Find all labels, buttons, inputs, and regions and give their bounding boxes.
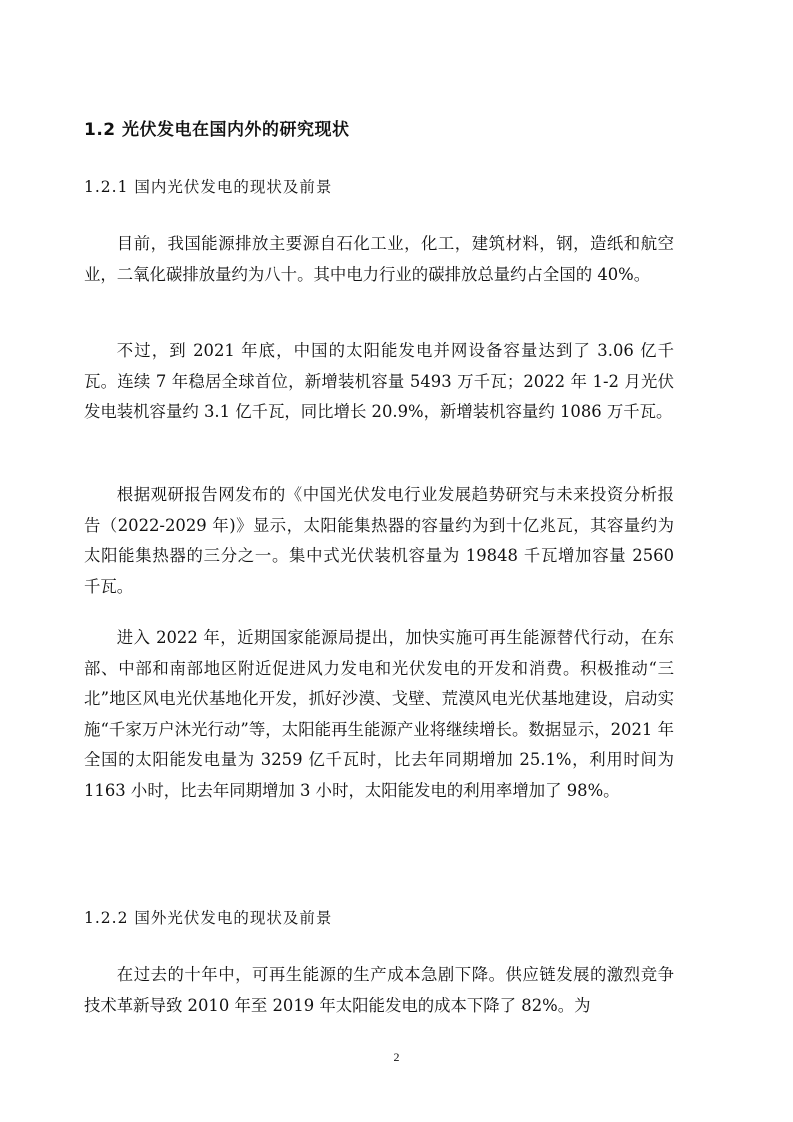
paragraph-2022-outlook: 进入 2022 年，近期国家能源局提出，加快实施可再生能源替代行动，在东部、中部和南部地区附近促进风力发电和光伏发电的开发和消费。积极推动“三北”地区风电光伏基地化开发，抓好沙漠、戈壁、荒漠风电光伏基地建设，启动实施“千家万户沐光行动”等，太阳能再生能源产业将继续增长。数据显示，2021 年全国的太阳能发电量为 3259 亿千瓦时，比去年同期增加 25.1%，利用时间为 1163 小时，比去年同期增加 3 小时，太阳能发电的利用率增加了 98%。 <box>84 628 674 800</box>
page-number: 2 <box>393 1050 400 1064</box>
section-heading: 1.2 光伏发电在国内外的研究现状 <box>84 120 350 140</box>
subsection-heading-domestic: 1.2.1 国内光伏发电的现状及前景 <box>84 178 333 196</box>
paragraph-cost-decline: 在过去的十年中，可再生能源的生产成本急剧下降。供应链发展的激烈竞争技术革新导致 2010 年至 2019 年太阳能发电的成本下降了 82%。为 <box>84 965 674 1015</box>
subsection-heading-foreign: 1.2.2 国外光伏发电的现状及前景 <box>84 909 333 927</box>
paragraph-report: 根据观研报告网发布的《中国光伏发电行业发展趋势研究与未来投资分析报告（2022-2029 年)》显示，太阳能集热器的容量约为到十亿兆瓦，其容量约为太阳能集热器的三分之一。集中式光伏装机容量为 19848 千瓦增加容量 2560 千瓦。 <box>84 485 674 596</box>
paragraph-capacity-2021: 不过，到 2021 年底，中国的太阳能发电并网设备容量达到了 3.06 亿千瓦。连续 7 年稳居全球首位，新增装机容量 5493 万千瓦；2022 年 1-2 月光伏发电装机容量约 3.1 亿千瓦，同比增长 20.9%，新增装机容量约 1086 万千瓦。 <box>84 341 674 422</box>
paragraph-emissions: 目前，我国能源排放主要源自石化工业，化工，建筑材料，钢，造纸和航空业，二氧化碳排放量约为八十。其中电力行业的碳排放总量约占全国的 40%。 <box>84 234 674 284</box>
